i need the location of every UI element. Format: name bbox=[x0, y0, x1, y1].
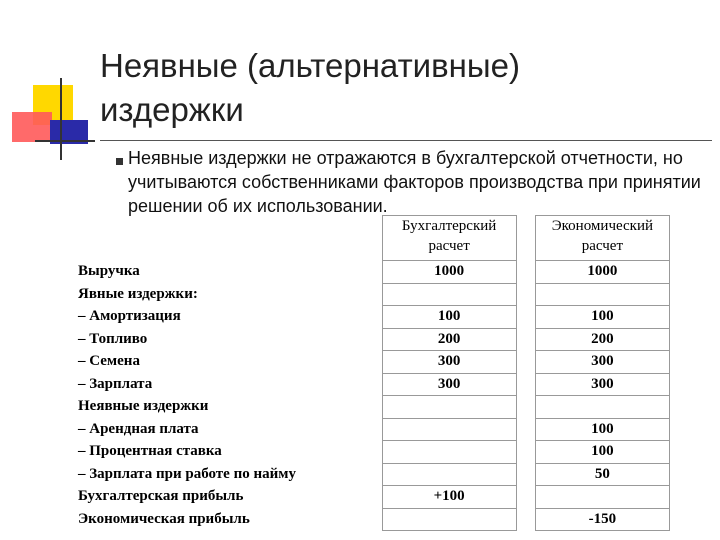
table-row bbox=[75, 328, 670, 351]
red-square-decoration bbox=[12, 112, 52, 142]
table-header-row bbox=[75, 216, 670, 261]
economic-value: 100 bbox=[535, 418, 669, 441]
table-row bbox=[75, 441, 670, 464]
accounting-value bbox=[382, 463, 516, 486]
table-row bbox=[75, 373, 670, 396]
row-label: – Семена bbox=[78, 353, 140, 370]
title-line-1: Неявные (альтернативные) bbox=[100, 47, 520, 84]
row-label: – Амортизация bbox=[78, 308, 181, 325]
header-accounting: Бухгалтерский расчет bbox=[382, 216, 516, 261]
economic-value bbox=[535, 486, 669, 509]
row-label: Выручка bbox=[78, 263, 140, 280]
accounting-value: +100 bbox=[382, 486, 516, 509]
economic-value bbox=[535, 396, 669, 419]
row-label: Явные издержки: bbox=[78, 285, 198, 302]
economic-value: 300 bbox=[535, 373, 669, 396]
vertical-line-decoration bbox=[60, 78, 62, 160]
economic-value: 300 bbox=[535, 351, 669, 374]
accounting-value bbox=[382, 396, 516, 419]
economic-value: 50 bbox=[535, 463, 669, 486]
title-line-2: издержки bbox=[100, 91, 244, 128]
bullet-text: Неявные издержки не отражаются в бухгалтерской отчетности, но учитываются собственниками факторов производства при принятии решении об их использовании. bbox=[128, 148, 701, 216]
economic-value: 100 bbox=[535, 306, 669, 329]
row-label: Неявные издержки bbox=[78, 398, 209, 415]
table-row bbox=[75, 418, 670, 441]
table-row bbox=[75, 396, 670, 419]
row-label: – Топливо bbox=[78, 330, 148, 347]
row-label: Бухгалтерская прибыль bbox=[78, 488, 244, 505]
table-row bbox=[75, 508, 670, 531]
row-label: Экономическая прибыль bbox=[78, 510, 250, 527]
row-label: – Зарплата bbox=[78, 375, 153, 392]
row-label: – Арендная плата bbox=[78, 420, 199, 437]
title-underline bbox=[100, 140, 712, 141]
horizontal-line-decoration bbox=[35, 140, 95, 142]
economic-value bbox=[535, 283, 669, 306]
slide-title bbox=[100, 44, 680, 132]
table-row bbox=[75, 351, 670, 374]
table-row bbox=[75, 306, 670, 329]
accounting-value: 200 bbox=[382, 328, 516, 351]
economic-value: 100 bbox=[535, 441, 669, 464]
row-label: – Зарплата при работе по найму bbox=[78, 465, 296, 482]
accounting-value bbox=[382, 418, 516, 441]
accounting-value bbox=[382, 283, 516, 306]
accounting-value: 300 bbox=[382, 351, 516, 374]
table-row bbox=[75, 463, 670, 486]
header-label-cell bbox=[75, 216, 382, 261]
accounting-value bbox=[382, 508, 516, 531]
accounting-value bbox=[382, 441, 516, 464]
slide-logo-decoration bbox=[0, 0, 100, 170]
economic-value: 200 bbox=[535, 328, 669, 351]
economic-value: -150 bbox=[535, 508, 669, 531]
table-row bbox=[75, 261, 670, 284]
accounting-value: 300 bbox=[382, 373, 516, 396]
table-row bbox=[75, 486, 670, 509]
header-economic: Экономический расчет bbox=[535, 216, 669, 261]
economic-value: 1000 bbox=[535, 261, 669, 284]
costs-table bbox=[75, 215, 670, 531]
accounting-value: 1000 bbox=[382, 261, 516, 284]
accounting-value: 100 bbox=[382, 306, 516, 329]
bullet-square-icon bbox=[116, 158, 123, 165]
row-label: – Процентная ставка bbox=[78, 443, 222, 460]
table-row bbox=[75, 283, 670, 306]
